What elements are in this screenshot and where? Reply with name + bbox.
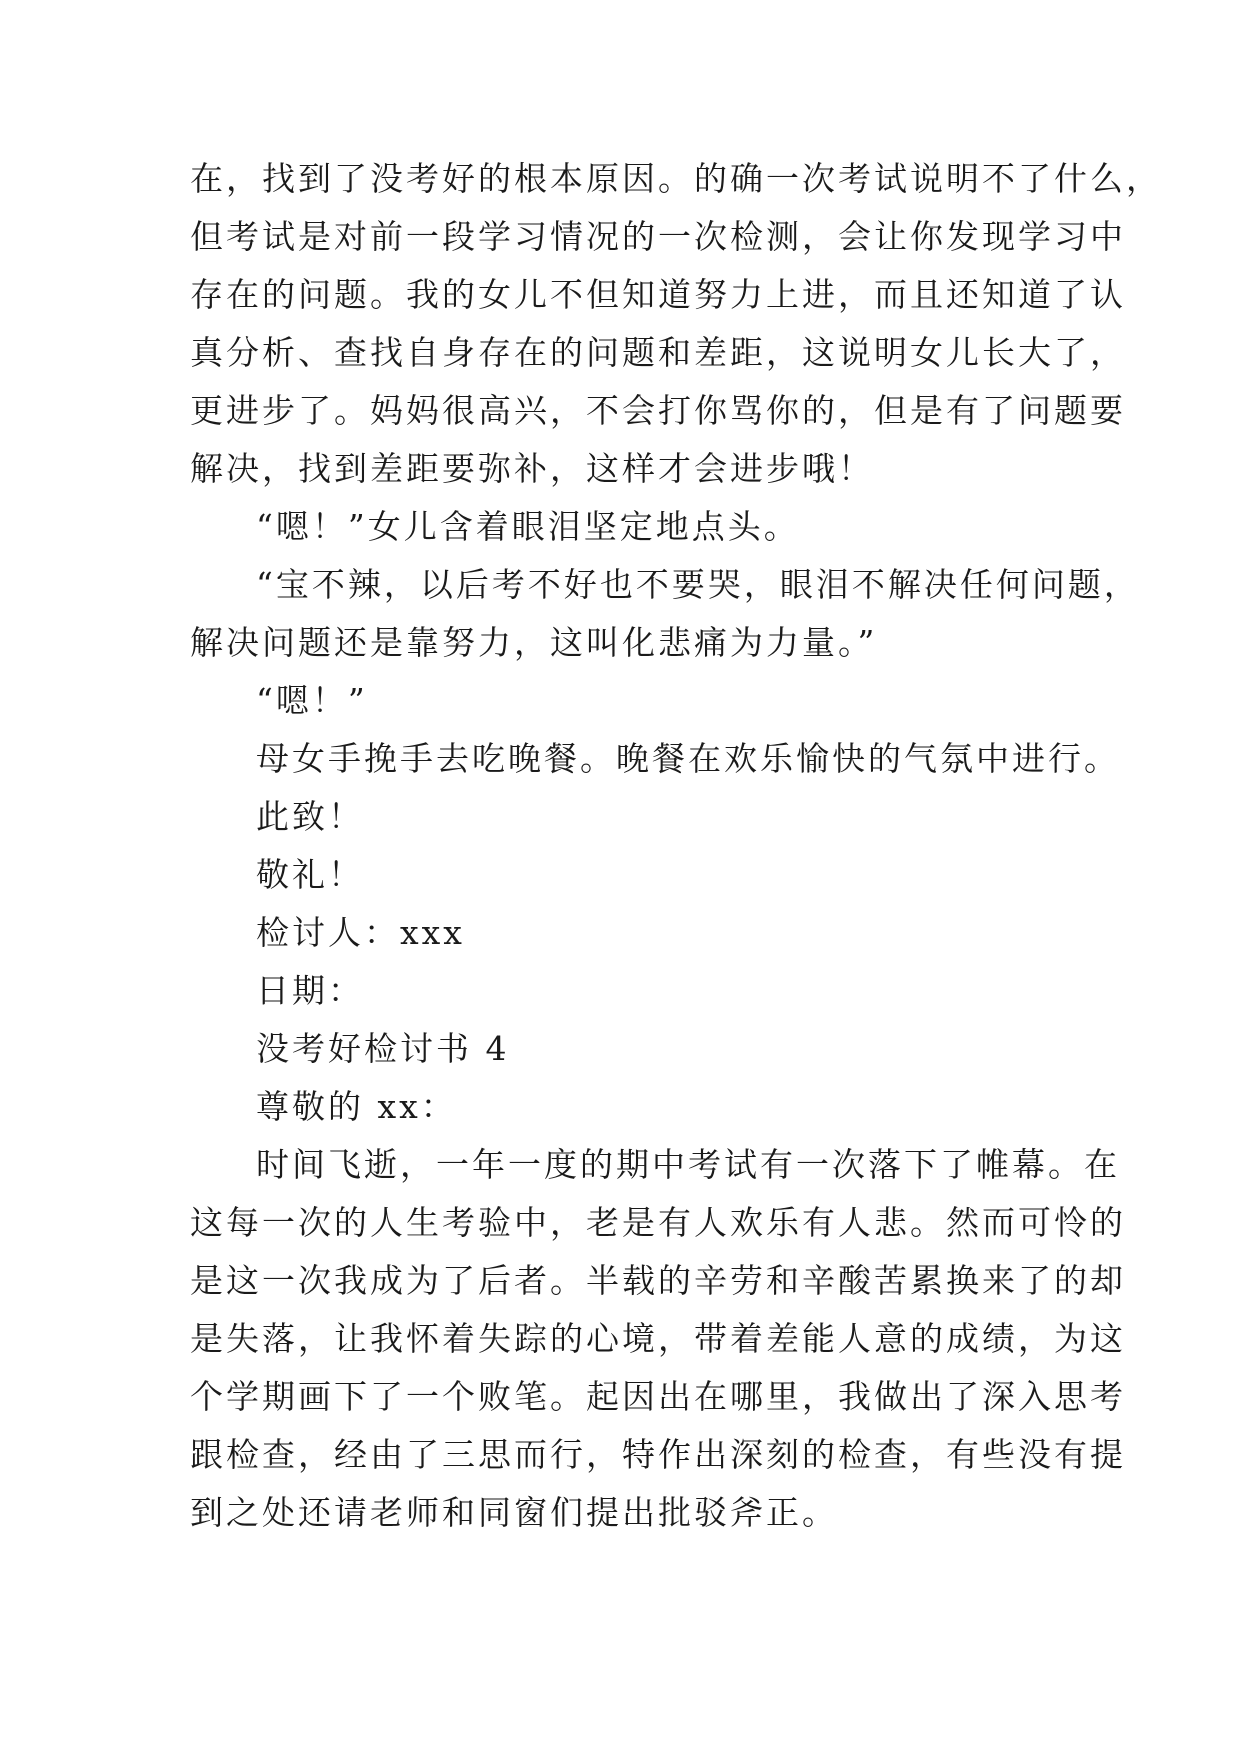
paragraph-continuation	[190, 150, 1162, 498]
text-line: 时间飞逝，一年一度的期中考试有一次落下了帷幕。在	[256, 1145, 1120, 1184]
date-line: 日期：	[256, 971, 364, 1010]
text-line: 但考试是对前一段学习情况的一次检测，会让你发现学习中	[190, 217, 1126, 256]
text-line: 是这一次我成为了后者。半载的辛劳和辛酸苦累换来了的却	[190, 1261, 1126, 1300]
text-line: 解决，找到差距要弥补，这样才会进步哦！	[190, 449, 874, 488]
text-line: 到之处还请老师和同窗们提出批驳斧正。	[190, 1493, 838, 1532]
closing-greeting: 此致！	[256, 797, 364, 836]
closing-salute: 敬礼！	[256, 855, 364, 894]
section-title: 没考好检讨书 4	[256, 1029, 510, 1068]
text-line: 真分析、查找自身存在的问题和差距，这说明女儿长大了，	[190, 333, 1126, 372]
text-line: 个学期画下了一个败笔。起因出在哪里，我做出了深入思考	[190, 1377, 1126, 1416]
dialogue-line: “嗯！”	[256, 681, 368, 720]
text-line: “宝不辣，以后考不好也不要哭，眼泪不解决任何问题，	[256, 565, 1140, 604]
text-line: 这每一次的人生考验中，老是有人欢乐有人悲。然而可怜的	[190, 1203, 1126, 1242]
document-body	[190, 150, 1162, 1542]
text-line: 在，找到了没考好的根本原因。的确一次考试说明不了什么，	[190, 159, 1162, 198]
text-line: 跟检查，经由了三思而行，特作出深刻的检查，有些没有提	[190, 1435, 1126, 1474]
text-line: 更进步了。妈妈很高兴，不会打你骂你的，但是有了问题要	[190, 391, 1126, 430]
signer-line: 检讨人：xxx	[256, 913, 465, 952]
body-paragraph	[190, 1136, 1126, 1542]
dialogue-line: “嗯！”女儿含着眼泪坚定地点头。	[256, 507, 800, 546]
narrative-line: 母女手挽手去吃晚餐。晚餐在欢乐愉快的气氛中进行。	[256, 739, 1120, 778]
salutation-line: 尊敬的 xx：	[256, 1087, 457, 1126]
text-line: 是失落，让我怀着失踪的心境，带着差能人意的成绩，为这	[190, 1319, 1126, 1358]
text-line: 解决问题还是靠努力，这叫化悲痛为力量。”	[190, 623, 878, 662]
text-line: 存在的问题。我的女儿不但知道努力上进，而且还知道了认	[190, 275, 1126, 314]
dialogue-paragraph	[190, 556, 1140, 672]
